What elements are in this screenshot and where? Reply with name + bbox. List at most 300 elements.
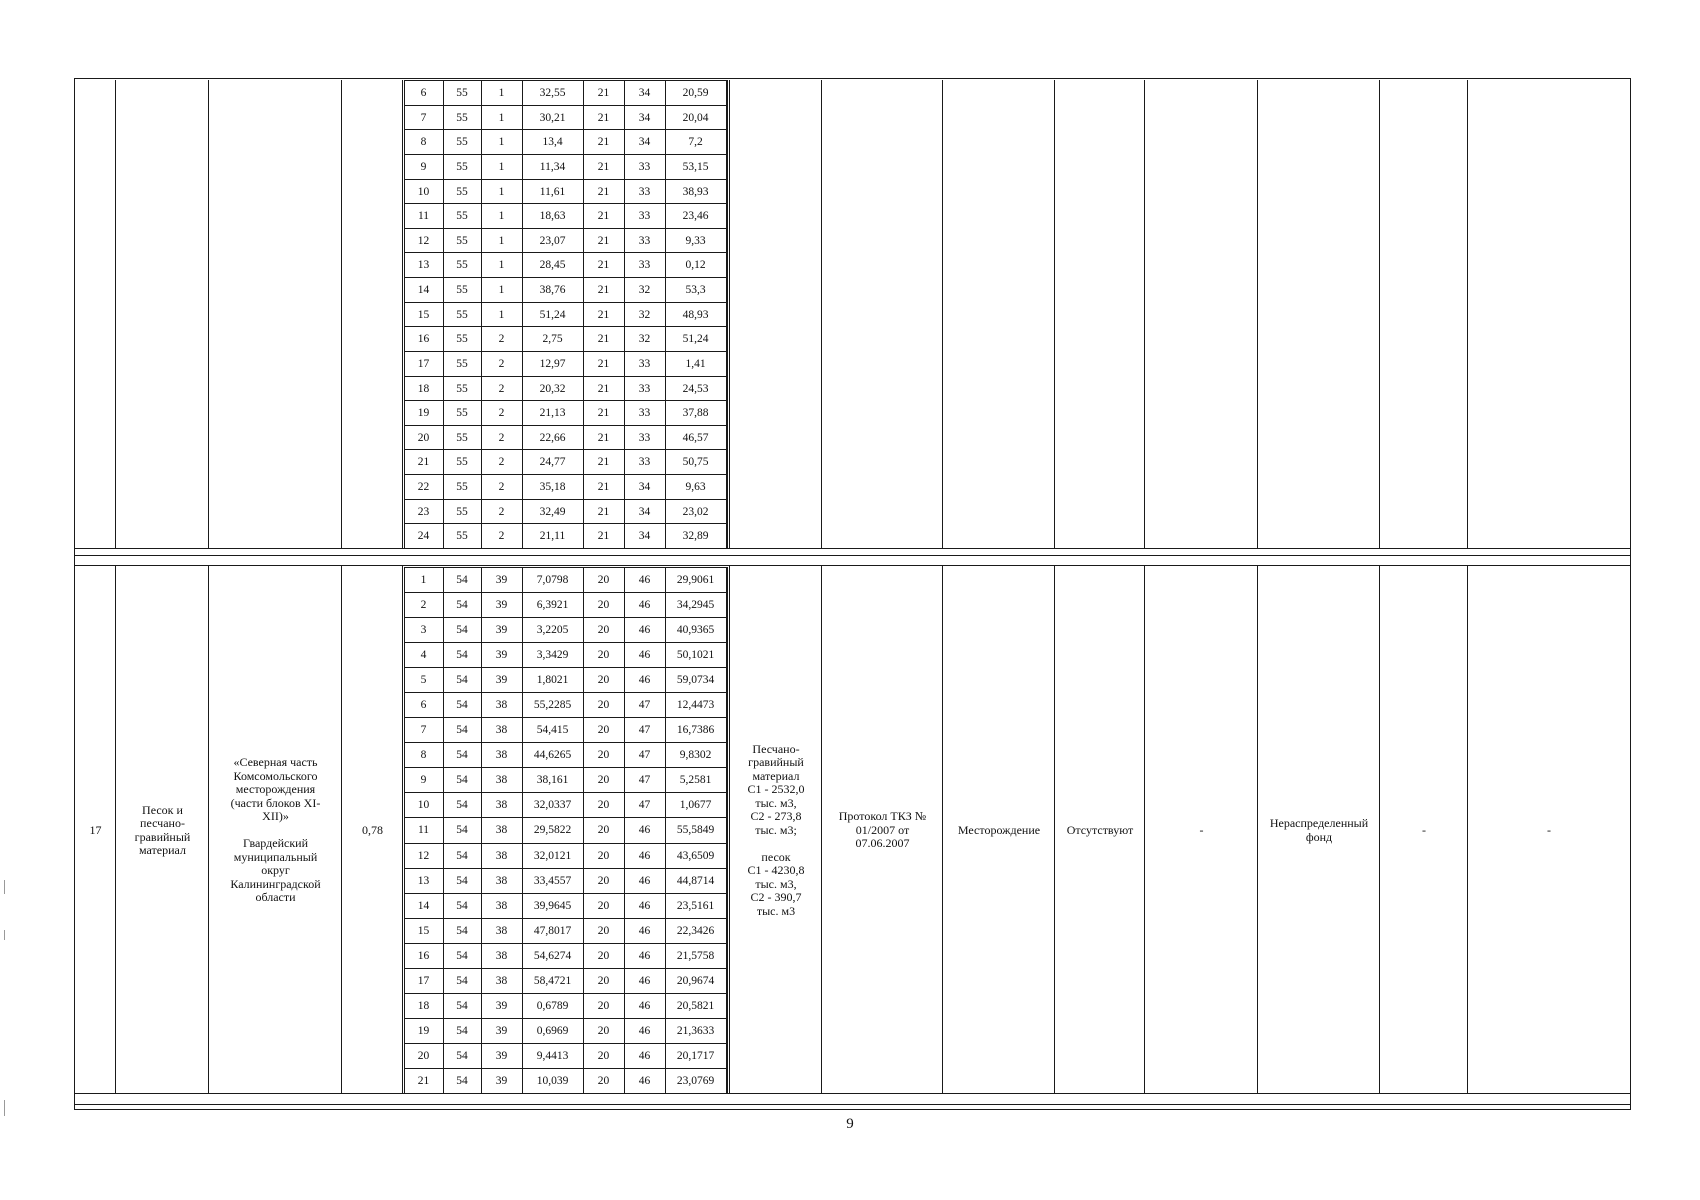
grid-line [402, 80, 403, 548]
coord-cell: 28,45 [539, 258, 566, 271]
coord-cell: 33 [638, 455, 651, 468]
coord-cell: 46 [638, 949, 651, 962]
coord-cell: 9,8302 [679, 748, 712, 761]
grid-line [74, 78, 1630, 79]
coord-cell: 23,0769 [676, 1074, 715, 1087]
coord-cell: 46 [638, 623, 651, 636]
coord-cell: 21 [417, 1074, 430, 1087]
scan-edge-mark [4, 1100, 5, 1116]
coord-cell: 20 [597, 849, 610, 862]
coord-cell: 38 [495, 823, 508, 836]
coord-cell: 20,9674 [676, 974, 715, 987]
coord-cell: 38 [495, 748, 508, 761]
coord-cell: 34,2945 [676, 598, 715, 611]
coord-cell: 21 [597, 111, 610, 124]
coord-cell: 38,76 [539, 283, 566, 296]
coord-cell: 43,6509 [676, 849, 715, 862]
coord-cell: 55 [456, 357, 468, 370]
coord-cell: 54 [456, 623, 468, 636]
coord-cell: 20 [597, 899, 610, 912]
coord-cell: 1 [498, 234, 505, 247]
coord-cell: 1 [498, 283, 505, 296]
coord-cell: 34 [638, 480, 651, 493]
coord-cell: 21 [597, 86, 610, 99]
coord-cell: 20 [597, 748, 610, 761]
coord-cell: 20,59 [682, 86, 709, 99]
coord-cell: 19 [417, 1024, 430, 1037]
coord-cell: 11 [417, 823, 430, 836]
coord-cell: 38,93 [682, 185, 709, 198]
grid-line [341, 80, 342, 548]
coord-cell: 50,1021 [676, 648, 715, 661]
coord-cell: 21,13 [539, 406, 566, 419]
coord-cell: 20 [597, 823, 610, 836]
coord-cell: 51,24 [682, 332, 709, 345]
coord-cell: 21,5758 [676, 949, 715, 962]
coord-cell: 10,039 [536, 1074, 569, 1087]
grid-line [74, 555, 1630, 556]
coord-cell: 7 [420, 111, 427, 124]
grid-line [1257, 80, 1258, 548]
coord-cell: 5 [420, 673, 427, 686]
coord-cell: 55 [456, 308, 468, 321]
coord-cell: 46 [638, 673, 651, 686]
coord-col-line [726, 567, 728, 1093]
coord-cell: 39 [495, 598, 508, 611]
coord-cell: 20 [597, 949, 610, 962]
coord-cell: 2 [498, 480, 505, 493]
coord-cell: 13 [417, 874, 430, 887]
coord-cell: 54 [456, 949, 468, 962]
grid-line [942, 80, 943, 548]
coord-cell: 39,9645 [533, 899, 572, 912]
coord-cell: 21 [597, 258, 610, 271]
coord-cell: 54 [456, 849, 468, 862]
coord-cell: 7 [420, 723, 427, 736]
coord-cell: 2 [498, 455, 505, 468]
coord-cell: 55 [456, 209, 468, 222]
coord-cell: 2 [498, 505, 505, 518]
coord-cell: 55 [456, 480, 468, 493]
coord-cell: 0,6789 [536, 999, 569, 1012]
coord-cell: 55 [456, 283, 468, 296]
coord-cell: 20 [597, 798, 610, 811]
coord-cell: 13,4 [542, 135, 563, 148]
coord-cell: 54 [456, 1024, 468, 1037]
coord-cell: 33 [638, 160, 651, 173]
coord-cell: 54 [456, 999, 468, 1012]
coord-cell: 19 [417, 406, 430, 419]
coord-cell: 38 [495, 798, 508, 811]
coord-cell: 10 [417, 185, 430, 198]
coord-cell: 0,6969 [536, 1024, 569, 1037]
coord-cell: 21 [417, 455, 430, 468]
coord-cell: 30,21 [539, 111, 566, 124]
coord-cell: 54 [456, 899, 468, 912]
coord-cell: 5,2581 [679, 773, 712, 786]
scan-edge-mark [4, 880, 5, 894]
coord-cell: 21 [597, 160, 610, 173]
coord-cell: 47 [638, 748, 651, 761]
coord-cell: 4 [420, 648, 427, 661]
coord-cell: 20 [597, 874, 610, 887]
coord-cell: 46 [638, 1074, 651, 1087]
coord-cell: 46 [638, 573, 651, 586]
dash-cell: - [1422, 822, 1426, 837]
coord-cell: 24,77 [539, 455, 566, 468]
coord-cell: 12,97 [539, 357, 566, 370]
coord-cell: 2 [498, 382, 505, 395]
coord-cell: 23,5161 [676, 899, 715, 912]
coord-cell: 20 [597, 773, 610, 786]
coord-cell: 47 [638, 773, 651, 786]
grid-line [74, 565, 1630, 566]
coord-cell: 20,5821 [676, 999, 715, 1012]
coord-cell: 16,7386 [676, 723, 715, 736]
coord-cell: 12 [417, 234, 430, 247]
coord-cell: 1 [498, 258, 505, 271]
coord-cell: 54 [456, 974, 468, 987]
coord-cell: 44,6265 [533, 748, 572, 761]
coord-cell: 39 [495, 1024, 508, 1037]
coord-cell: 38 [495, 899, 508, 912]
coord-cell: 6 [420, 86, 427, 99]
site-name: «Северная часть Комсомольского месторождения (части блоков XI- XII)» Гвардейский муниципальный округ Калининградской области [230, 755, 321, 905]
coord-cell: 38 [495, 698, 508, 711]
coord-cell: 21 [597, 283, 610, 296]
coord-cell: 54 [456, 823, 468, 836]
coord-cell: 46 [638, 974, 651, 987]
coord-cell: 20,1717 [676, 1049, 715, 1062]
coord-cell: 20 [597, 598, 610, 611]
coord-cell: 2 [498, 406, 505, 419]
coord-cell: 8 [420, 135, 427, 148]
coord-cell: 33 [638, 431, 651, 444]
coord-cell: 58,4721 [533, 974, 572, 987]
coord-cell: 54 [456, 573, 468, 586]
coord-cell: 9 [420, 160, 427, 173]
coord-cell: 22 [417, 480, 430, 493]
coord-cell: 55 [456, 234, 468, 247]
coord-cell: 20 [417, 1049, 430, 1062]
coord-cell: 9,63 [685, 480, 706, 493]
coord-cell: 21 [597, 431, 610, 444]
coord-cell: 46 [638, 823, 651, 836]
coord-cell: 23,02 [682, 505, 709, 518]
coord-cell: 17 [417, 357, 430, 370]
coord-cell: 46 [638, 849, 651, 862]
coord-cell: 21 [597, 480, 610, 493]
row-number: 17 [89, 822, 102, 837]
coord-cell: 32,49 [539, 505, 566, 518]
coord-cell: 38,161 [536, 773, 569, 786]
object-type: Месторождение [957, 822, 1041, 837]
coord-cell: 1,8021 [536, 673, 569, 686]
reserves: Песчано- гравийный материал С1 - 2532,0 тыс. м3, С2 - 273,8 тыс. м3; песок С1 - 4230,8 тыс. м3, С2 - 390,7 тыс. м3 [747, 741, 805, 918]
coord-cell: 55 [456, 406, 468, 419]
coord-cell: 33 [638, 382, 651, 395]
coord-cell: 34 [638, 529, 651, 542]
coord-cell: 17 [417, 974, 430, 987]
coord-cell: 22,66 [539, 431, 566, 444]
coord-cell: 47 [638, 798, 651, 811]
coord-cell: 3 [420, 623, 427, 636]
coord-cell: 55 [456, 382, 468, 395]
area-value: 0,78 [362, 822, 383, 837]
coord-cell: 18 [417, 999, 430, 1012]
coord-cell: 24,53 [682, 382, 709, 395]
coord-cell: 55 [456, 135, 468, 148]
coord-cell: 47,8017 [533, 924, 572, 937]
coord-cell: 20 [597, 623, 610, 636]
coord-cell: 44,8714 [676, 874, 715, 887]
coord-cell: 8 [420, 748, 427, 761]
grid-line [74, 1104, 1630, 1105]
coord-cell: 3,3429 [536, 648, 569, 661]
coord-cell: 15 [417, 308, 430, 321]
coord-cell: 11,34 [539, 160, 566, 173]
coord-cell: 21 [597, 135, 610, 148]
coord-cell: 55,2285 [533, 698, 572, 711]
coord-cell: 2 [420, 598, 427, 611]
grid-line [208, 80, 209, 548]
coord-cell: 1 [498, 308, 505, 321]
grid-line [1630, 78, 1631, 1110]
coord-cell: 15 [417, 924, 430, 937]
coord-cell: 21 [597, 357, 610, 370]
coord-cell: 55 [456, 185, 468, 198]
coord-cell: 22,3426 [676, 924, 715, 937]
coord-cell: 47 [638, 723, 651, 736]
coord-cell: 32 [638, 283, 651, 296]
coord-col-line [726, 80, 728, 548]
coord-cell: 46 [638, 648, 651, 661]
coord-cell: 21 [597, 234, 610, 247]
coord-cell: 21 [597, 382, 610, 395]
coord-cell: 21,11 [539, 529, 566, 542]
coord-cell: 55 [456, 455, 468, 468]
coord-cell: 38 [495, 723, 508, 736]
coord-cell: 18,63 [539, 209, 566, 222]
coord-cell: 55 [456, 431, 468, 444]
grid-line [1467, 80, 1468, 548]
coord-cell: 20 [597, 1049, 610, 1062]
coord-cell: 1 [498, 86, 505, 99]
coord-cell: 20 [597, 924, 610, 937]
coord-cell: 55 [456, 258, 468, 271]
coord-cell: 55 [456, 160, 468, 173]
coord-cell: 11 [417, 209, 430, 222]
coord-cell: 59,0734 [676, 673, 715, 686]
coord-cell: 9,4413 [536, 1049, 569, 1062]
coord-cell: 39 [495, 623, 508, 636]
grid-line [74, 1109, 1630, 1110]
grid-line [1144, 80, 1145, 548]
coord-cell: 39 [495, 673, 508, 686]
dash-cell: - [1547, 822, 1551, 837]
coord-cell: 12 [417, 849, 430, 862]
coord-cell: 54,6274 [533, 949, 572, 962]
coord-cell: 34 [638, 111, 651, 124]
coord-cell: 3,2205 [536, 623, 569, 636]
coord-cell: 29,9061 [676, 573, 715, 586]
coord-cell: 20 [597, 999, 610, 1012]
coord-cell: 38 [495, 849, 508, 862]
coord-cell: 20 [597, 648, 610, 661]
coord-cell: 54 [456, 773, 468, 786]
coord-row-line [404, 1093, 726, 1094]
coord-cell: 54 [456, 673, 468, 686]
coord-cell: 39 [495, 573, 508, 586]
coord-cell: 46 [638, 1049, 651, 1062]
dash-cell: - [1199, 822, 1204, 837]
coord-cell: 32,89 [682, 529, 709, 542]
coord-row-line [404, 548, 726, 549]
coord-cell: 35,18 [539, 480, 566, 493]
coord-cell: 21 [597, 308, 610, 321]
coord-cell: 32 [638, 332, 651, 345]
coord-cell: 20 [597, 723, 610, 736]
coord-cell: 38 [495, 773, 508, 786]
coord-cell: 54 [456, 1049, 468, 1062]
coord-cell: 21 [597, 209, 610, 222]
coord-cell: 38 [495, 949, 508, 962]
grid-line [115, 80, 116, 548]
coord-cell: 40,9365 [676, 623, 715, 636]
coord-cell: 13 [417, 258, 430, 271]
grid-line [1054, 80, 1055, 548]
coord-cell: 23,46 [682, 209, 709, 222]
coord-cell: 32,0121 [533, 849, 572, 862]
coord-cell: 33,4557 [533, 874, 572, 887]
coord-cell: 20 [597, 974, 610, 987]
coord-cell: 14 [417, 899, 430, 912]
coord-cell: 20,04 [682, 111, 709, 124]
coord-cell: 20 [597, 573, 610, 586]
coord-cell: 51,24 [539, 308, 566, 321]
coord-cell: 46 [638, 899, 651, 912]
coord-cell: 55 [456, 86, 468, 99]
coord-cell: 38 [495, 974, 508, 987]
coord-cell: 24 [417, 529, 430, 542]
coord-cell: 54 [456, 924, 468, 937]
coord-cell: 1 [498, 111, 505, 124]
coord-cell: 54 [456, 748, 468, 761]
coord-cell: 1,41 [685, 357, 706, 370]
coord-cell: 7,2 [688, 135, 703, 148]
coord-cell: 46 [638, 1024, 651, 1037]
coord-cell: 55 [456, 111, 468, 124]
coord-cell: 55 [456, 505, 468, 518]
coord-cell: 54 [456, 1074, 468, 1087]
coord-cell: 32,0337 [533, 798, 572, 811]
coord-cell: 54,415 [536, 723, 569, 736]
coord-cell: 20,32 [539, 382, 566, 395]
coord-cell: 55 [456, 332, 468, 345]
coord-cell: 48,93 [682, 308, 709, 321]
coord-cell: 33 [638, 357, 651, 370]
coord-cell: 33 [638, 234, 651, 247]
coord-cell: 9 [420, 773, 427, 786]
coord-cell: 20 [417, 431, 430, 444]
coord-cell: 21,3633 [676, 1024, 715, 1037]
coord-cell: 39 [495, 1049, 508, 1062]
coord-cell: 20 [597, 1024, 610, 1037]
coord-cell: 1 [498, 209, 505, 222]
coord-cell: 2,75 [542, 332, 563, 345]
coord-cell: 6 [420, 698, 427, 711]
coord-cell: 2 [498, 332, 505, 345]
licenses: Отсутствуют [1066, 822, 1134, 837]
coord-cell: 10 [417, 798, 430, 811]
coord-cell: 47 [638, 698, 651, 711]
coord-cell: 16 [417, 332, 430, 345]
coord-cell: 18 [417, 382, 430, 395]
coord-cell: 53,15 [682, 160, 709, 173]
coord-cell: 55,5849 [676, 823, 715, 836]
protocol: Протокол ТКЗ № 01/2007 от 07.06.2007 [838, 809, 927, 851]
coord-cell: 54 [456, 798, 468, 811]
scan-edge-mark [4, 930, 5, 940]
coord-cell: 21 [597, 529, 610, 542]
coord-cell: 2 [498, 529, 505, 542]
coord-cell: 21 [597, 505, 610, 518]
coord-cell: 46 [638, 874, 651, 887]
coord-cell: 1 [498, 135, 505, 148]
coord-cell: 7,0798 [536, 573, 569, 586]
grid-line [729, 80, 730, 548]
coord-cell: 33 [638, 209, 651, 222]
coord-cell: 2 [498, 431, 505, 444]
coord-cell: 34 [638, 86, 651, 99]
coord-cell: 9,33 [685, 234, 706, 247]
coord-cell: 21 [597, 185, 610, 198]
coord-cell: 46,57 [682, 431, 709, 444]
page-number: 9 [846, 1116, 854, 1132]
coord-cell: 33 [638, 406, 651, 419]
grid-line [1379, 80, 1380, 548]
coord-cell: 55 [456, 529, 468, 542]
coord-cell: 54 [456, 723, 468, 736]
grid-line [821, 80, 822, 548]
coord-cell: 0,12 [685, 258, 706, 271]
coord-cell: 1 [498, 185, 505, 198]
coord-cell: 39 [495, 1074, 508, 1087]
coord-cell: 20 [597, 1074, 610, 1087]
coord-cell: 12,4473 [676, 698, 715, 711]
coord-cell: 33 [638, 258, 651, 271]
coord-cell: 54 [456, 698, 468, 711]
coord-cell: 46 [638, 924, 651, 937]
coord-cell: 20 [597, 698, 610, 711]
coord-cell: 39 [495, 648, 508, 661]
coord-cell: 21 [597, 455, 610, 468]
coord-cell: 46 [638, 999, 651, 1012]
coord-cell: 54 [456, 874, 468, 887]
coord-cell: 20 [597, 673, 610, 686]
coord-cell: 33 [638, 185, 651, 198]
coord-cell: 1 [498, 160, 505, 173]
coord-cell: 21 [597, 406, 610, 419]
coord-cell: 37,88 [682, 406, 709, 419]
fund-status: Нераспределенный фонд [1269, 816, 1369, 844]
coord-cell: 54 [456, 648, 468, 661]
coord-cell: 38 [495, 924, 508, 937]
coord-cell: 1 [420, 573, 427, 586]
coord-cell: 1,0677 [679, 798, 712, 811]
grid-line [74, 548, 1630, 549]
coord-cell: 39 [495, 999, 508, 1012]
